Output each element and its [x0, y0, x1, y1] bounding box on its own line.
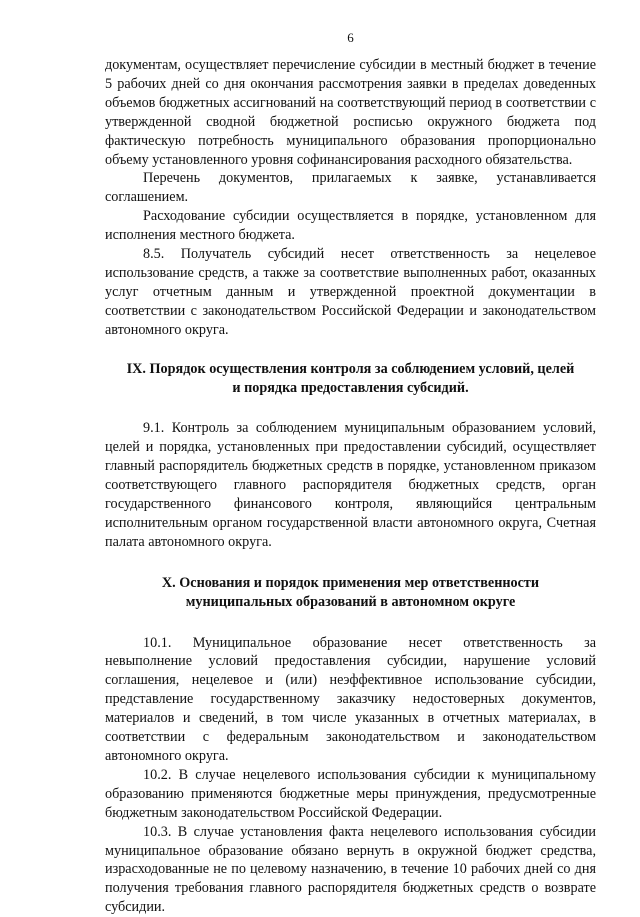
paragraph-10-1: 10.1. Муниципальное образование несет ответственность за невыполнение условий предоставления субсидии, нарушение условий соглашения, нецелевое и (или) неэффективное использование субсидии, представление государственному заказчику недостоверных документов, материалов и сведений, в том числе указанных в отчетных материалах, в соответствии с федеральным законодательством и законодательством автономного округа.: [105, 634, 596, 764]
section-10-heading: [105, 574, 596, 612]
section-9-heading-line1: IX. Порядок осуществления контроля за соблюдением условий, целей: [126, 360, 575, 377]
paragraph-8-5: 8.5. Получатель субсидий несет ответственность за нецелевое использование средств, а также за соответствие выполненных работ, оказанных услуг отчетным данным и утвержденной проектной документации в соответствии с законодательством Российской Федерации и законодательством автономного округа.: [105, 246, 596, 338]
page-number: 6: [347, 30, 354, 45]
paragraph-9-1: 9.1. Контроль за соблюдением муниципальным образованием условий, целей и порядка, установленных при предоставлении субсидий, осуществляет главный распорядитель бюджетных средств в порядке, установленном приказом соответствующего главного распорядителя бюджетных средств, орган государственного финансового контроля, являющийся центральным исполнительным органом государственной власти автономного округа, Счетная палата автономного округа.: [105, 420, 596, 550]
section-9-heading: [105, 360, 596, 398]
paragraph-documents-list: Перечень документов, прилагаемых к заявке, устанавливается соглашением.: [105, 170, 596, 206]
paragraph-10-3: 10.3. В случае установления факта нецелевого использования субсидии муниципальное образование обязано вернуть в окружной бюджет средства, израсходованные не по целевому назначению, в течение 10 рабочих дней со дня получения требования главного распорядителя бюджетных средств о возврате субсидии.: [105, 823, 596, 916]
section-10-heading-line1: X. Основания и порядок применения мер ответственности: [161, 574, 540, 591]
paragraph-continuation: документам, осуществляет перечисление субсидии в местный бюджет в течение 5 рабочих дней со дня окончания рассмотрения заявки в пределах доведенных объемов бюджетных ассигнований на соответствующий период в соответствии с утвержденной сводной бюджетной росписью окружного бюджета под фактическую потребность муниципального образования пропорционально объему установленного уровня софинансирования расходного обязательства.: [105, 57, 596, 168]
section-10-heading-line2: муниципальных образований в автономном округе: [185, 593, 516, 610]
paragraph-10-2: 10.2. В случае нецелевого использования субсидии к муниципальному образованию применяются бюджетные меры принуждения, предусмотренные бюджетным законодательством Российской Федерации.: [105, 766, 596, 821]
section-9-heading-line2: и порядка предоставления субсидий.: [232, 379, 469, 396]
paragraph-subsidy-spending: Расходование субсидии осуществляется в порядке, установленном для исполнения местного бюджета.: [105, 208, 596, 244]
